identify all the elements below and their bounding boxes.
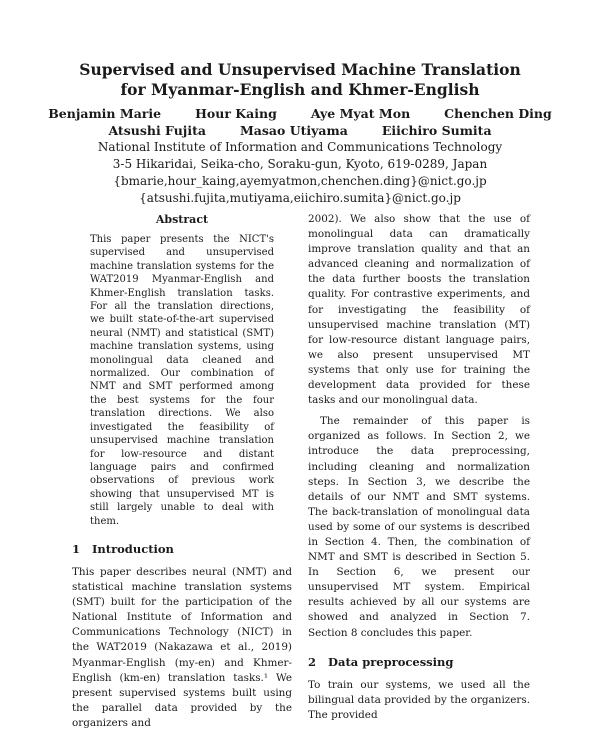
intro-continued-paragraph: 2002). We also show that the use of monolingual data can dramatically improve translation quality and that an advanced cleaning and normalization of the data further boosts the translation quality. For contrastive experiments, and for investigating the feasibility of unsupervised machine translation (MT) for low-resource distant language pairs, we also present unsupervised MT systems that only use for training the development data provided for these tasks and our monolingual data.: [308, 213, 530, 407]
email-line-1: {bmarie,hour_kaing,ayemyatmon,chenchen.ding}@nict.go.jp: [113, 174, 487, 188]
section-heading-introduction: [72, 542, 292, 557]
author-name: Masao Utiyama: [239, 123, 348, 138]
title-line-2: for Myanmar-English and Khmer-English: [120, 80, 480, 99]
section-title: Data preprocessing: [328, 654, 454, 669]
left-column: [72, 212, 292, 731]
title-line-1: Supervised and Unsupervised Machine Translation: [79, 60, 521, 79]
author-name: Eiichiro Sumita: [381, 123, 492, 138]
email-line-2: {atsushi.fujita,mutiyama,eiichiro.sumita}@nict.go.jp: [139, 191, 461, 205]
author-name: Chenchen Ding: [444, 106, 552, 121]
author-row-2: [0, 122, 600, 139]
abstract-text: This paper presents the NICT's supervised and unsupervised machine translation systems for the WAT2019 Myanmar-English and Khmer-English translation tasks. For all the translation directions, we built state-of-the-art supervised neural (NMT) and statistical (SMT) machine translation systems, using monolingual data cleaned and normalized. Our combination of NMT and SMT performed among the best systems for the four translation directions. We also investigated the feasibility of unsupervised machine translation for low-resource and distant language pairs and confirmed observations of previous work showing that unsupervised MT is still largely unable to deal with them.: [90, 234, 274, 527]
affiliation-institute: National Institute of Information and Communications Technology: [97, 140, 503, 154]
affiliation-address: 3-5 Hikaridai, Seika-cho, Soraku-gun, Kyoto, 619-0289, Japan: [112, 157, 488, 171]
author-name: Benjamin Marie: [48, 106, 162, 121]
section-heading-preprocessing: [308, 655, 530, 670]
author-name: Aye Myat Mon: [310, 106, 411, 121]
section-title: Introduction: [92, 541, 174, 556]
section-number: 1: [72, 541, 81, 556]
introduction-paragraph: This paper describes neural (NMT) and statistical machine translation systems (SMT) built for the participation of the National Institute of Information and Communications Technology (NICT) in the WAT2019 (Nakazawa et al., 2019) Myanmar-English (my-en) and Khmer-English (km-en) translation tasks.¹ We present supervised systems built using the parallel data provided by the organizers and: [72, 565, 292, 729]
paper-title: [0, 60, 600, 100]
author-name: Atsushi Fujita: [108, 123, 206, 138]
abstract-heading: Abstract: [155, 213, 209, 226]
author-block: [0, 105, 600, 207]
organization-paragraph: The remainder of this paper is organized as follows. In Section 2, we introduce the data preprocessing, including cleaning and normalization steps. In Section 3, we describe the details of our NMT and SMT systems. The back-translation of monolingual data used by some of our systems is described in Section 4. Then, the combination of NMT and SMT is described in Section 5. In Section 6, we present our unsupervised MT system. Empirical results achieved by all our systems are showed and analyzed in Section 7. Section 8 concludes this paper.: [308, 415, 530, 639]
author-row-1: [0, 105, 600, 122]
right-column: [308, 212, 530, 723]
section-number: 2: [308, 654, 317, 669]
author-name: Hour Kaing: [195, 106, 277, 121]
preprocessing-paragraph: To train our systems, we used all the bilingual data provided by the organizers. The provided: [308, 678, 530, 721]
